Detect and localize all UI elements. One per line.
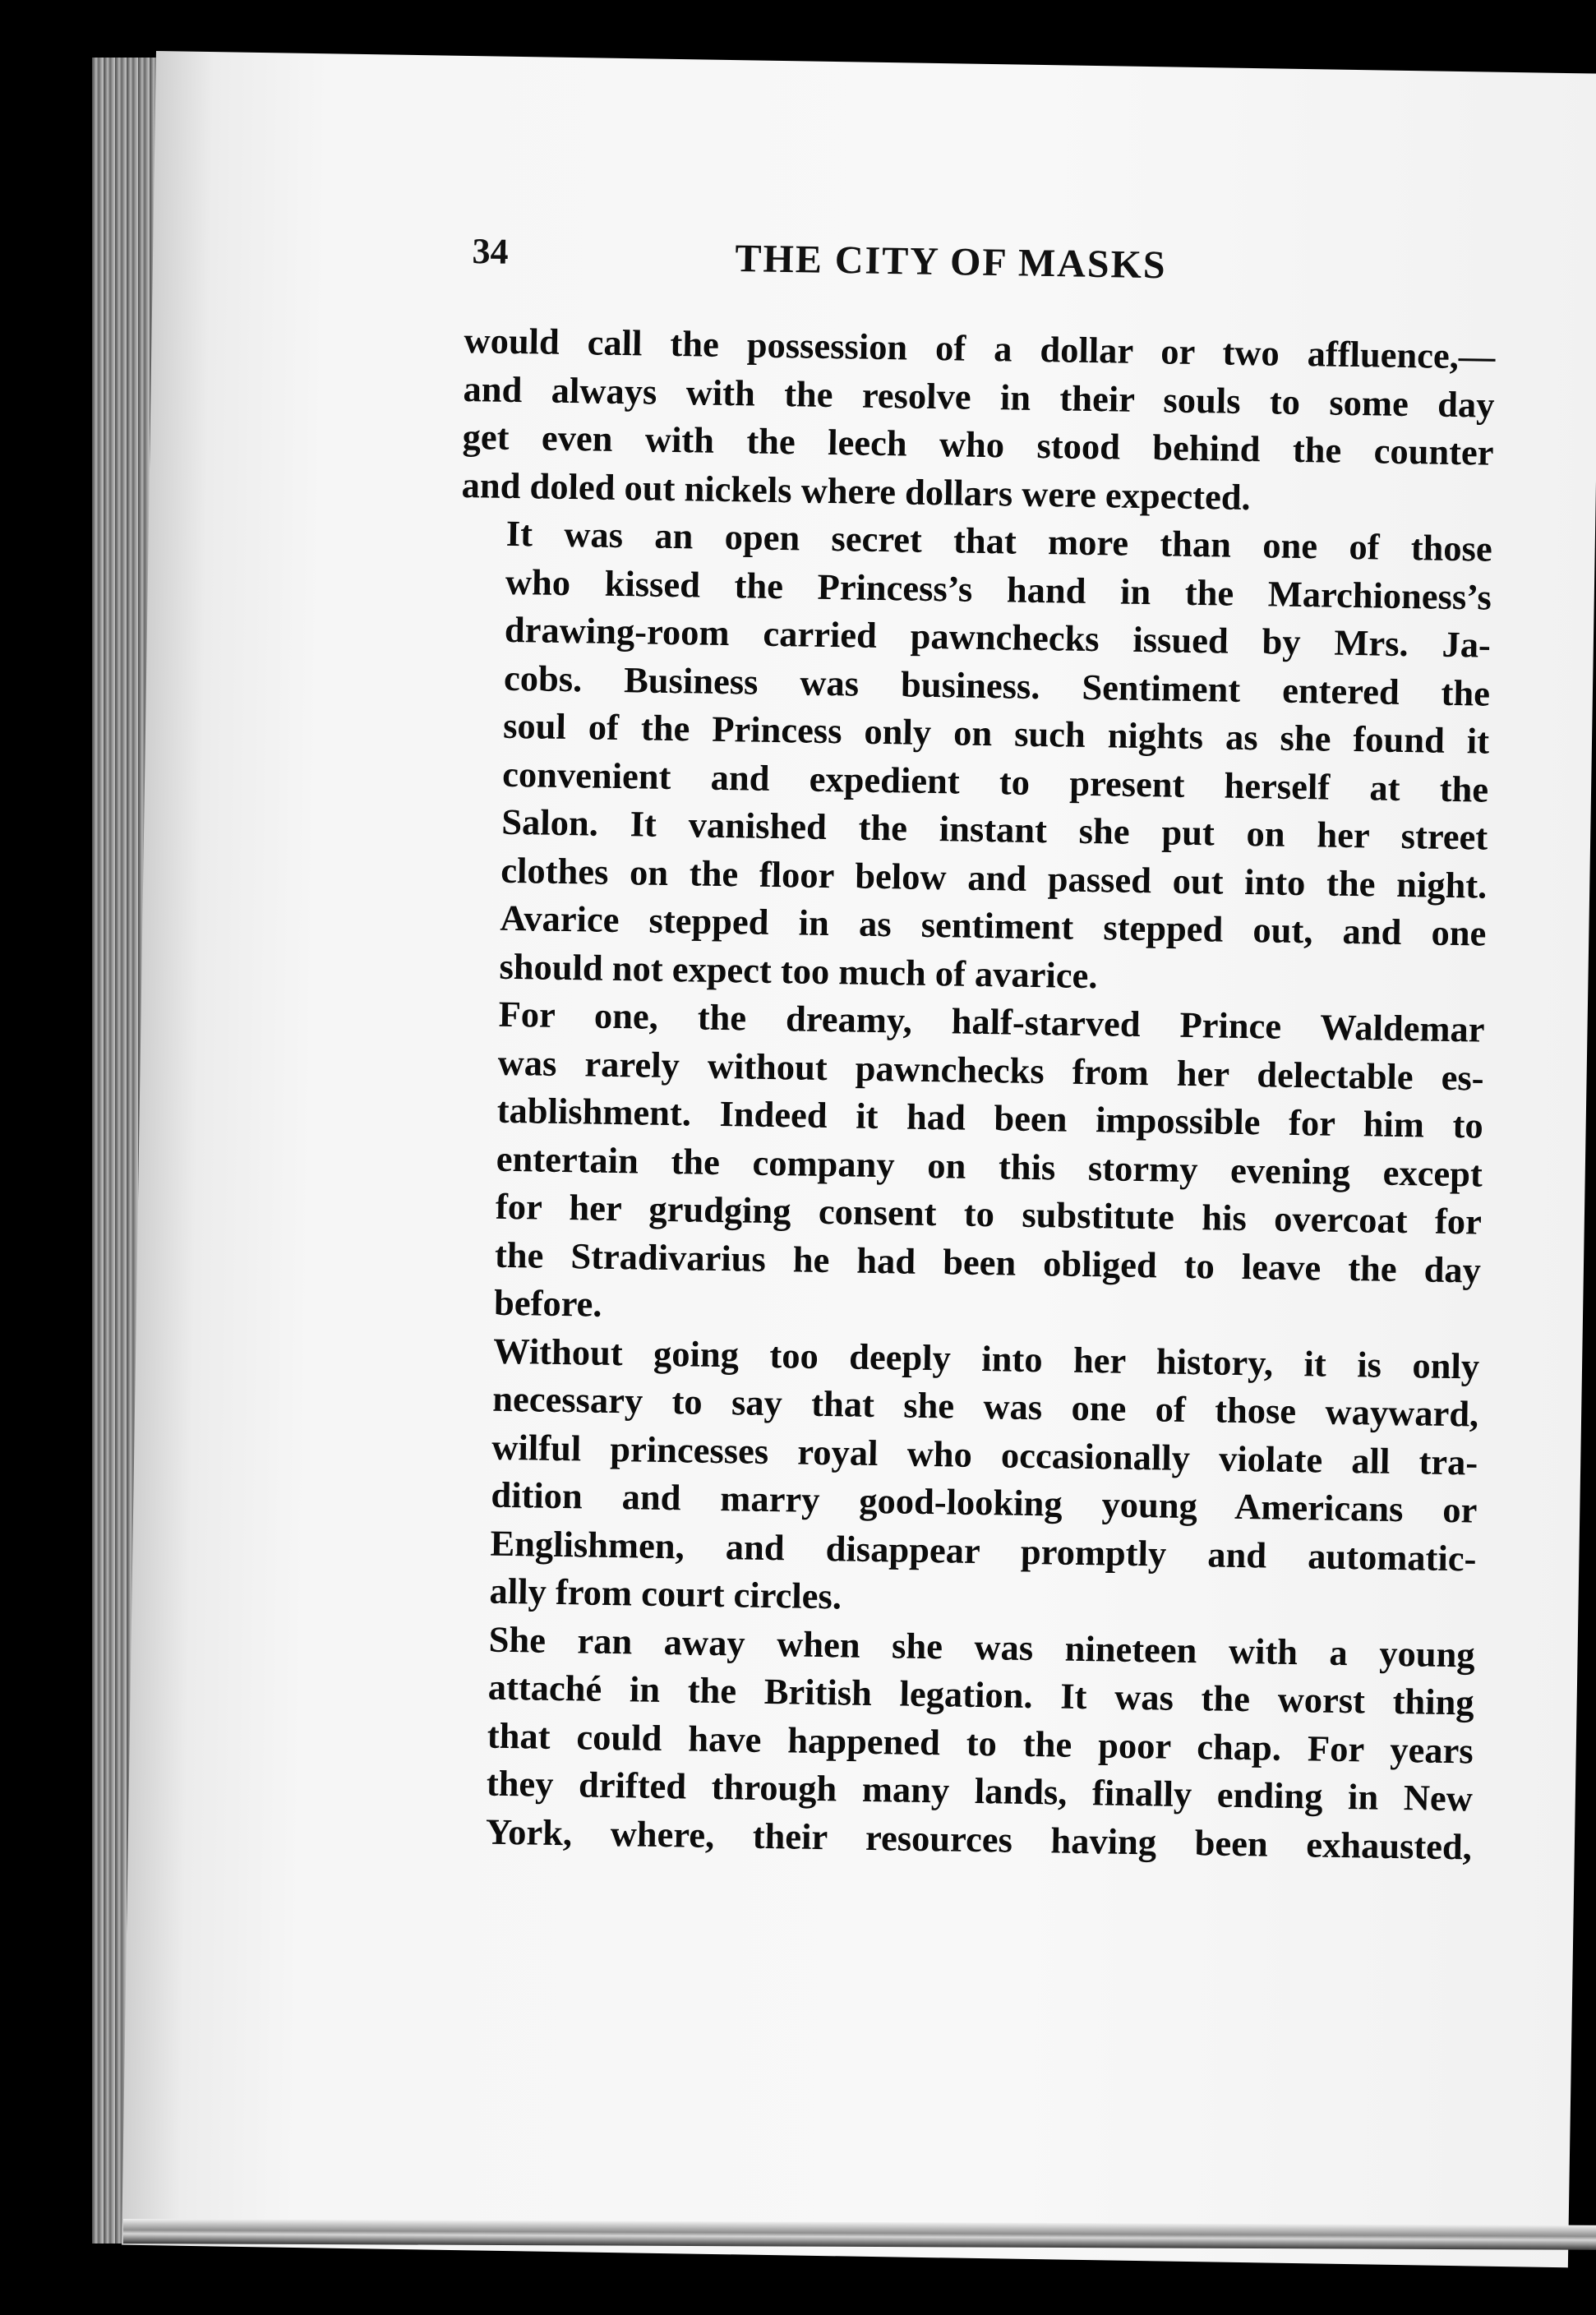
text-line: who kissed the Princess’s hand in the Marchioness’s — [505, 560, 1492, 618]
paragraph — [444, 1326, 1479, 1630]
text-line: Avarice stepped in as sentiment stepped out, and one — [500, 897, 1487, 954]
text-line: would call the possession of a dollar or two affluence,— — [464, 319, 1496, 377]
text-line: cobs. Business was business. Sentiment entered the — [503, 657, 1491, 714]
paragraph — [461, 316, 1496, 525]
body-text — [441, 316, 1496, 1870]
text-line: For one, the dreamy, half-starved Prince Waldemar — [498, 993, 1485, 1050]
text-line: drawing-room carried pawnchecks issued by Mrs. Ja- — [504, 608, 1492, 666]
text-line: entertain the company on this stormy evening except — [496, 1137, 1483, 1195]
text-line: Englishmen, and disappear promptly and automatic- — [490, 1522, 1477, 1579]
text-line: was rarely without pawnchecks from her delectable es- — [497, 1041, 1484, 1099]
text-line: the Stradivarius he had been obliged to leave the day — [494, 1234, 1482, 1291]
text-line: Without going too deeply into her history, it is only — [492, 1330, 1480, 1387]
text-line: dition and marry good-looking young Americans or — [491, 1473, 1478, 1531]
text-line: wilful princesses royal who occasionally violate all tra- — [491, 1426, 1478, 1483]
text-line: ally from court circles. — [489, 1570, 842, 1617]
text-line: that could have happened to the poor chap. For years — [487, 1714, 1474, 1771]
page-title: THE CITY OF MASKS — [735, 237, 1168, 288]
text-line: clothes on the floor below and passed out into the night. — [500, 849, 1488, 906]
text-line: It was an open secret that more than one of those — [505, 512, 1493, 570]
paragraph — [449, 989, 1485, 1342]
text-line: Salon. It vanished the instant she put on her street — [500, 800, 1488, 858]
text-line: before. — [493, 1281, 602, 1325]
text-line: and always with the resolve in their souls to some day — [463, 367, 1495, 426]
text-line: should not expect too much of avarice. — [499, 945, 1098, 996]
text-line: tablishment. Indeed it had been impossible for him to — [496, 1089, 1484, 1146]
paragraph — [454, 509, 1492, 1006]
text-line: necessary to say that she was one of those wayward, — [491, 1377, 1479, 1435]
text-line: convenient and expedient to present herself at the — [501, 753, 1489, 810]
text-line: and doled out nickels where dollars were expected. — [461, 463, 1252, 518]
text-line: attaché in the British legation. It was the worst thing — [487, 1666, 1475, 1723]
text-line: get even with the leech who stood behind the counter — [462, 415, 1494, 473]
text-line: soul of the Princess only on such nights as she found it — [502, 704, 1490, 762]
page-number: 34 — [472, 230, 509, 272]
text-line: She ran away when she was nineteen with a young — [488, 1618, 1475, 1676]
paragraph — [441, 1614, 1475, 1870]
text-line: they drifted through many lands, finally ending in New — [486, 1762, 1474, 1819]
text-line: York, where, their resources having been exhausted, — [485, 1810, 1473, 1867]
text-line: for her grudging consent to substitute his overcoat for — [495, 1185, 1483, 1243]
